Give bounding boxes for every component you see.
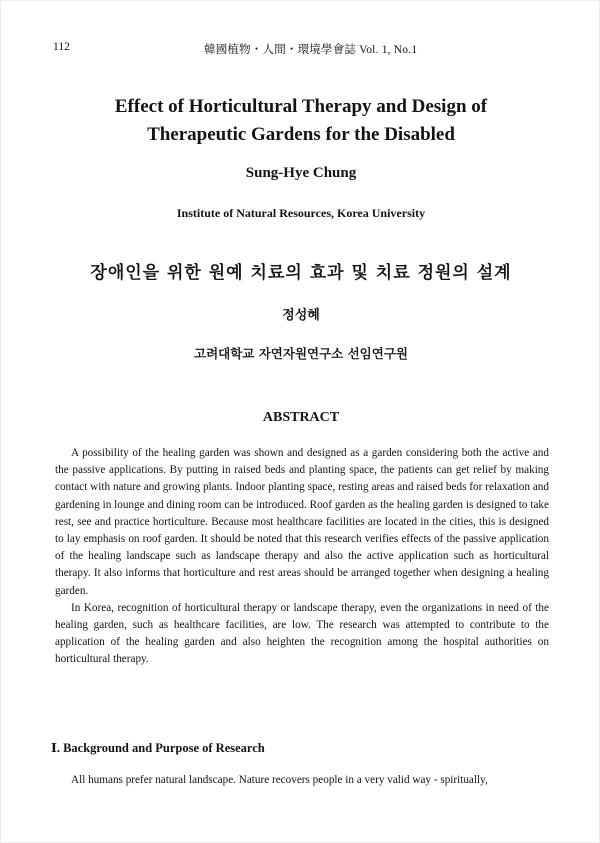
paper-title-ko: 장애인을 위한 원예 치료의 효과 및 치료 정원의 설계 (90, 263, 512, 283)
running-header (53, 41, 553, 61)
section-paragraph: All humans prefer natural landscape. Nature recovers people in a very valid way - spiritually, (71, 774, 488, 786)
paper-title (41, 93, 561, 149)
affiliation-en: Institute of Natural Resources, Korea University (176, 206, 426, 220)
page-number: 112 (53, 41, 70, 53)
abstract-heading: ABSTRACT (262, 410, 340, 425)
paper-title-line-2: Therapeutic Gardens for the Disabled (147, 124, 455, 145)
abstract-paragraph-1: A possibility of the healing garden was shown and designed as a garden considering both the active and the passive applications. By putting in raised beds and planting space, the patients can get relief by making contact with nature and growing plants. Indoor planting space, resting areas and raised beds for relaxation and gardening in lounge and dining room can be introduced. Roof garden as the healing garden is designed to take rest, see and practice horticulture. Because most healthcare facilities are located in the cities, this is designed to lay emphasis on roof garden. It should be noted that this research verifies effects of the passive application of the healing landscape such as landscape therapy and also the active application such as horticultural therapy. It also informs that horticulture and rest areas should be arranged together when designing a healing garden. (55, 447, 549, 597)
abstract-body (55, 445, 549, 669)
author-name-en: Sung-Hye Chung (245, 165, 357, 181)
journal-name: 韓國植物・人間・環境學會誌 Vol. 1, No.1 (204, 44, 418, 56)
affiliation-ko: 고려대학교 자연자원연구소 선임연구원 (194, 346, 408, 361)
section-heading: Ⅰ. Background and Purpose of Research (51, 741, 265, 755)
paper-title-line-1: Effect of Horticultural Therapy and Design of (114, 96, 488, 117)
abstract-paragraph-2: In Korea, recognition of horticultural therapy or landscape therapy, even the organizations in need of the healing garden, such as healthcare facilities, are low. The research was attempted to contribute to the application of the healing garden and also heighten the recognition among the hospital authorities on horticultural therapy. (55, 601, 549, 666)
author-name-ko: 정성혜 (282, 308, 320, 323)
